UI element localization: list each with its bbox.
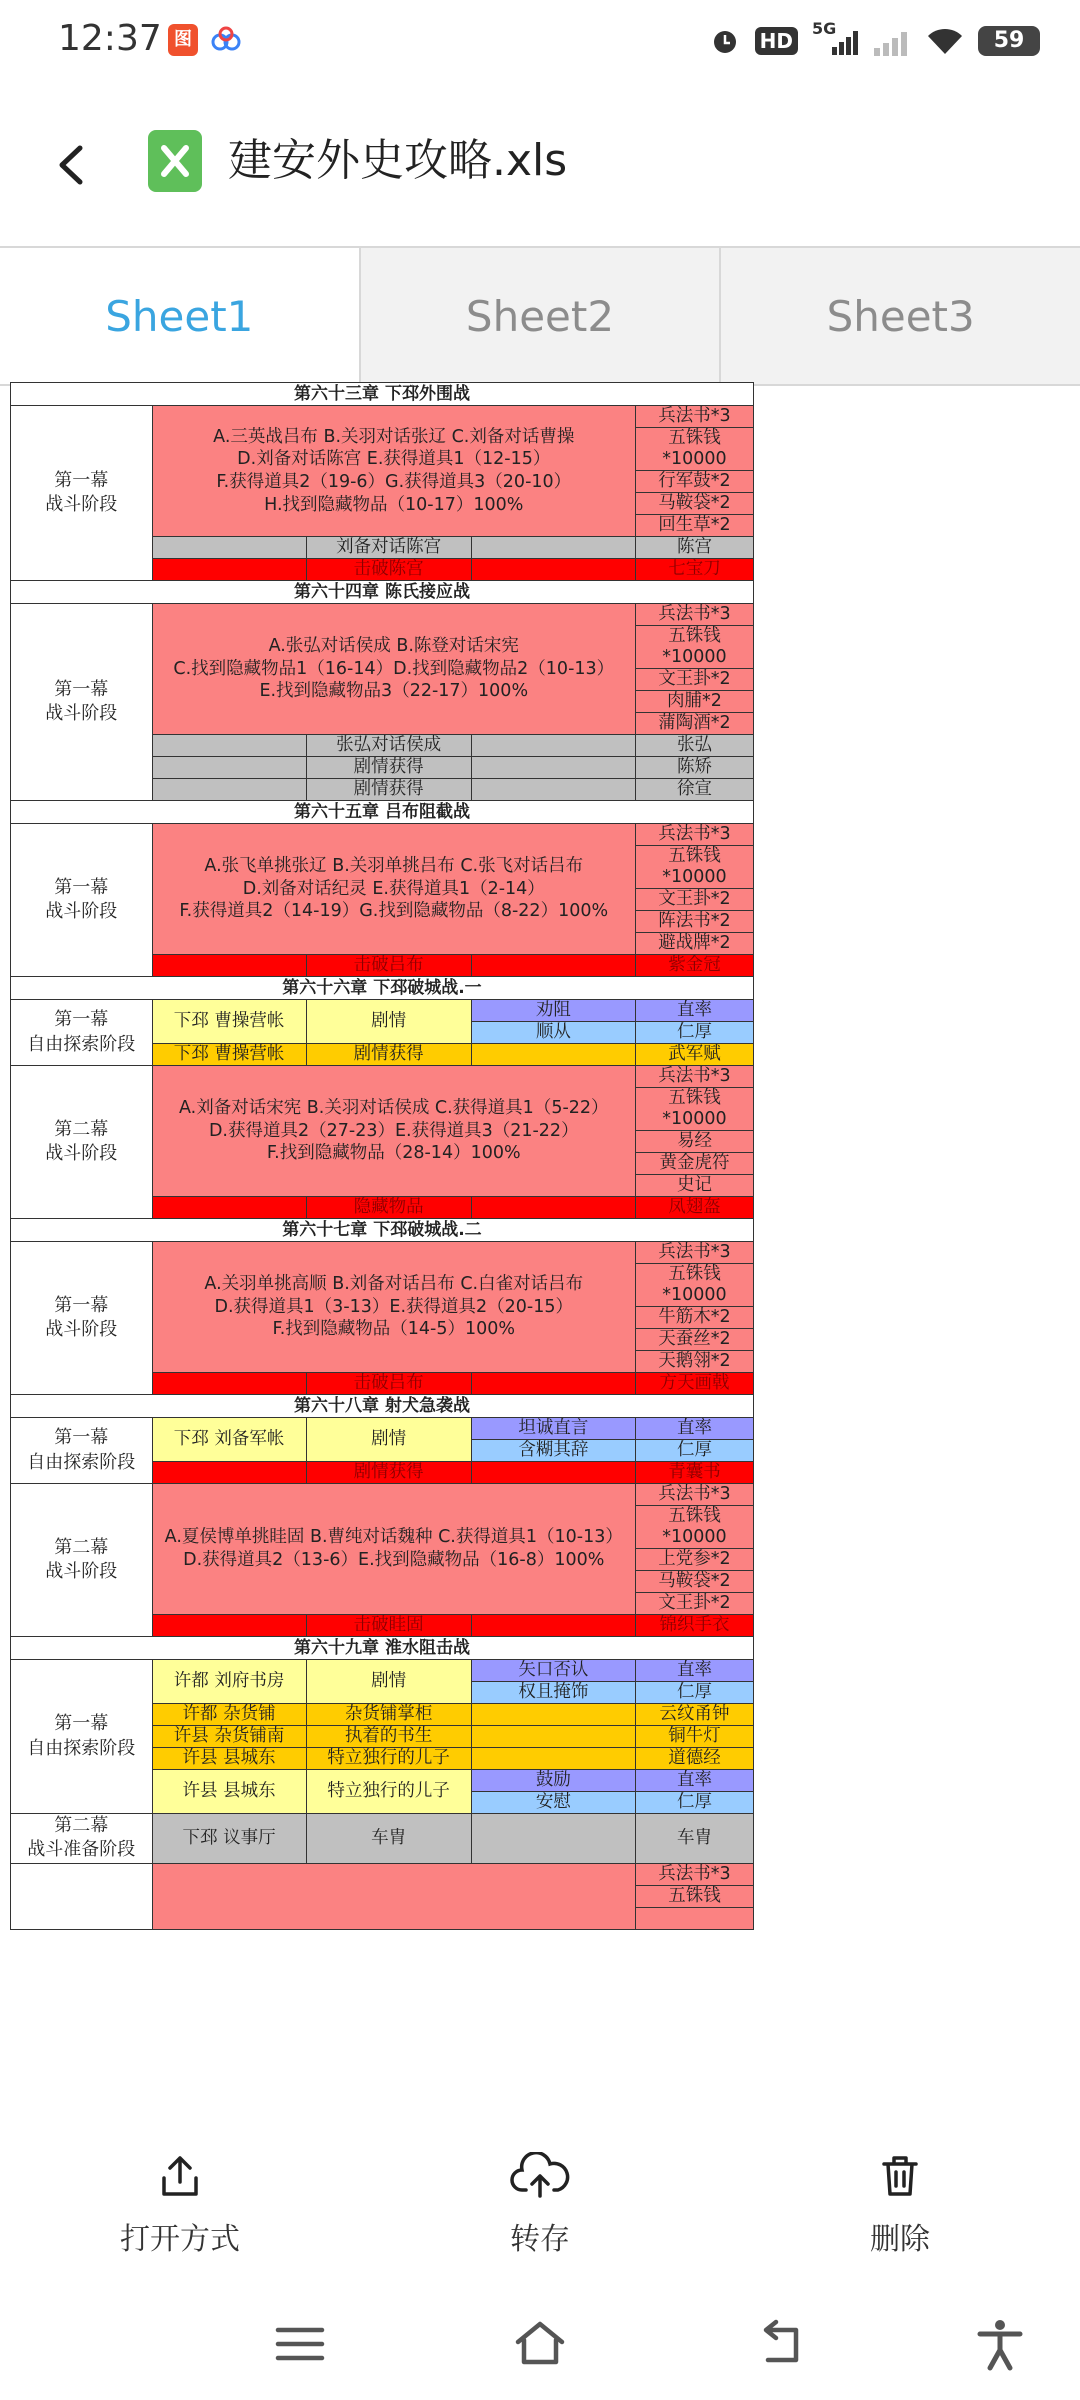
reward-cell: 五铢钱 (635, 1885, 753, 1907)
reward-cell: 凤翅盔 (635, 1197, 753, 1219)
reward-cell: 陈矫 (635, 757, 753, 779)
open-with-button[interactable] (80, 2152, 280, 2258)
event-cell: 剧情获得 (306, 1462, 471, 1484)
tab-sheet1[interactable]: Sheet1 (0, 248, 359, 384)
reward-cell: 蒲陶酒*2 (635, 713, 753, 735)
reward-cell: 天蚕丝*2 (635, 1329, 753, 1351)
stage-cell: 第一幕 战斗阶段 (11, 1242, 153, 1395)
reward-cell: 阵法书*2 (635, 911, 753, 933)
reward-cell: 陈宫 (635, 537, 753, 559)
reward-cell: 肉脯*2 (635, 691, 753, 713)
stage-cell: 第一幕 自由探索阶段 (11, 1000, 153, 1066)
signal-weak-icon (872, 26, 912, 56)
hd-icon: HD (755, 27, 798, 55)
event-cell: 杂货铺掌柜 (306, 1704, 471, 1726)
reward-cell: 七宝刀 (635, 559, 753, 581)
file-title: 建安外史攻略.xls (228, 135, 568, 186)
delete-button[interactable] (800, 2152, 1000, 2258)
event-cell: 隐藏物品 (306, 1197, 471, 1219)
event-cell: 剧情 (306, 1660, 471, 1704)
event-cell: 击破吕布 (306, 1373, 471, 1395)
reward-cell: 紫金冠 (635, 955, 753, 977)
reward-cell: 直率 (635, 1660, 753, 1682)
choice-cell: 矢口否认 (471, 1660, 635, 1682)
reward-cell: 五铢钱 *10000 (635, 1088, 753, 1131)
reward-cell: 易经 (635, 1131, 753, 1153)
objectives-cell: A.三英战吕布 B.关羽对话张辽 C.刘备对话曹操 D.刘备对话陈宫 E.获得道具1（12-15） F.获得道具2（19-6）G.获得道具3（20-10） H.找到隐藏物品（10-17）100% (152, 406, 635, 537)
reward-cell: 张弘 (635, 735, 753, 757)
reward-cell: 天鹅翎*2 (635, 1351, 753, 1373)
stage-cell: 第一幕 战斗阶段 (11, 406, 153, 581)
reward-cell: 徐宣 (635, 779, 753, 801)
reward-cell: 五铢钱 *10000 (635, 846, 753, 889)
chapter-title: 第六十七章 下邳破城战.二 (11, 1219, 754, 1242)
reward-cell: 兵法书*3 (635, 1484, 753, 1506)
choice-cell: 劝阻 (471, 1000, 635, 1022)
share-icon (156, 2152, 204, 2200)
reward-cell: 牛筋木*2 (635, 1307, 753, 1329)
reward-cell: 五铢钱 *10000 (635, 1506, 753, 1549)
event-cell: 剧情获得 (306, 757, 471, 779)
reward-cell: 兵法书*3 (635, 824, 753, 846)
event-cell: 特立独行的儿子 (306, 1748, 471, 1770)
event-cell: 剧情获得 (306, 1044, 471, 1066)
event-cell: 特立独行的儿子 (306, 1770, 471, 1814)
location-cell: 许都 杂货铺 (152, 1704, 306, 1726)
status-icons (709, 20, 1040, 62)
reward-cell: 兵法书*3 (635, 1863, 753, 1885)
cloud-app-icon (210, 24, 242, 56)
event-cell: 刘备对话陈宫 (306, 537, 471, 559)
objectives-cell: A.张飞单挑张辽 B.关羽单挑吕布 C.张飞对话吕布 D.刘备对话纪灵 E.获得道具1（2-14） F.获得道具2（14-19）G.找到隐藏物品（8-22）100% (152, 824, 635, 955)
stage-cell: 第一幕 自由探索阶段 (11, 1418, 153, 1484)
reward-cell: 兵法书*3 (635, 604, 753, 626)
reward-cell: 道德经 (635, 1748, 753, 1770)
choice-cell: 安慰 (471, 1792, 635, 1814)
location-cell: 下邳 曹操营帐 (152, 1000, 306, 1044)
chapter-title: 第六十八章 射犬急袭战 (11, 1395, 754, 1418)
spreadsheet-view[interactable] (10, 382, 754, 2112)
stage-cell: 第一幕 自由探索阶段 (11, 1660, 153, 1814)
reward-cell: 兵法书*3 (635, 406, 753, 428)
back-arrow-icon[interactable] (50, 142, 96, 188)
event-cell: 剧情 (306, 1000, 471, 1044)
location-cell: 下邳 议事厅 (152, 1814, 306, 1864)
choice-cell: 权且掩饰 (471, 1682, 635, 1704)
reward-cell: 马鞍袋*2 (635, 1571, 753, 1593)
accessibility-icon[interactable] (972, 2316, 1028, 2372)
reward-cell: 五铢钱 *10000 (635, 1264, 753, 1307)
reward-cell: 直率 (635, 1418, 753, 1440)
stage-cell: 第二幕 战斗准备阶段 (11, 1814, 153, 1864)
event-cell: 剧情获得 (306, 779, 471, 801)
event-cell: 张弘对话侯成 (306, 735, 471, 757)
reward-cell: 史记 (635, 1175, 753, 1197)
reward-cell: 方天画戟 (635, 1373, 753, 1395)
reward-cell: 文王卦*2 (635, 889, 753, 911)
reward-cell: 上党参*2 (635, 1549, 753, 1571)
chapter-title: 第六十三章 下邳外围战 (11, 383, 754, 406)
objectives-cell: A.夏侯博单挑眭固 B.曹纯对话魏种 C.获得道具1（10-13） D.获得道具2（13-6）E.找到隐藏物品（16-8）100% (152, 1484, 635, 1615)
objectives-cell: A.关羽单挑高顺 B.刘备对话吕布 C.白雀对话吕布 D.获得道具1（3-13）E.获得道具2（20-15） F.找到隐藏物品（14-5）100% (152, 1242, 635, 1373)
event-cell: 击破眭固 (306, 1615, 471, 1637)
save-to-button[interactable] (440, 2152, 640, 2258)
reward-cell: 五铢钱 *10000 (635, 428, 753, 471)
reward-cell: 直率 (635, 1770, 753, 1792)
stage-cell: 第二幕 战斗阶段 (11, 1066, 153, 1219)
stage-cell: 第二幕 战斗阶段 (11, 1484, 153, 1637)
app-header (0, 100, 1080, 230)
reward-cell: 五铢钱 *10000 (635, 626, 753, 669)
status-time: 12:37 (58, 18, 162, 59)
tab-sheet2[interactable]: Sheet2 (359, 248, 720, 384)
battery-icon: 59 (978, 26, 1040, 56)
location-cell: 下邳 曹操营帐 (152, 1044, 306, 1066)
objectives-cell: A.张弘对话侯成 B.陈登对话宋宪 C.找到隐藏物品1（16-14）D.找到隐藏物品2（10-13） E.找到隐藏物品3（22-17）100% (152, 604, 635, 735)
reward-cell: 青囊书 (635, 1462, 753, 1484)
reward-cell: 铜牛灯 (635, 1726, 753, 1748)
event-cell: 击破吕布 (306, 955, 471, 977)
signal-icon: 5G (812, 25, 858, 57)
bottom-action-bar (0, 2112, 1080, 2280)
trash-icon (876, 2152, 924, 2200)
choice-cell: 坦诚直言 (471, 1418, 635, 1440)
chapter-title: 第六十九章 淮水阻击战 (11, 1637, 754, 1660)
event-cell: 剧情 (306, 1418, 471, 1462)
reward-cell: 文王卦*2 (635, 669, 753, 691)
wifi-icon (926, 26, 964, 56)
location-cell: 许县 县城东 (152, 1748, 306, 1770)
reward-cell: 仁厚 (635, 1792, 753, 1814)
open-with-label: 打开方式 (120, 2222, 240, 2257)
reward-cell: 武军赋 (635, 1044, 753, 1066)
reward-cell: 避战牌*2 (635, 933, 753, 955)
chapter-title: 第六十四章 陈氏接应战 (11, 581, 754, 604)
stage-cell: 第一幕 战斗阶段 (11, 604, 153, 801)
tab-sheet3[interactable]: Sheet3 (719, 248, 1080, 384)
excel-file-icon (148, 130, 202, 192)
reward-cell: 仁厚 (635, 1022, 753, 1044)
status-bar (0, 0, 1080, 84)
reward-cell: 黄金虎符 (635, 1153, 753, 1175)
event-cell: 执着的书生 (306, 1726, 471, 1748)
reward-cell: 兵法书*3 (635, 1066, 753, 1088)
reward-cell: 文王卦*2 (635, 1593, 753, 1615)
choice-cell: 鼓励 (471, 1770, 635, 1792)
reward-cell: 云纹甬钟 (635, 1704, 753, 1726)
reward-cell: 车胄 (635, 1814, 753, 1864)
home-icon[interactable] (512, 2316, 568, 2372)
alarm-icon (709, 25, 741, 57)
chapter-title: 第六十六章 下邳破城战.一 (11, 977, 754, 1000)
reward-cell: 仁厚 (635, 1682, 753, 1704)
system-nav-bar (0, 2280, 1080, 2400)
back-icon[interactable] (752, 2316, 808, 2372)
location-cell: 许县 县城东 (152, 1770, 306, 1814)
choice-cell: 顺从 (471, 1022, 635, 1044)
reward-cell: 回生草*2 (635, 515, 753, 537)
delete-label: 删除 (870, 2222, 930, 2257)
reward-cell: 锦织手衣 (635, 1615, 753, 1637)
choice-cell: 含糊其辞 (471, 1440, 635, 1462)
app-notification-icon: 图 (168, 24, 198, 56)
location-cell: 许都 刘府书房 (152, 1660, 306, 1704)
event-cell: 车胄 (306, 1814, 471, 1864)
cloud-upload-icon (510, 2152, 570, 2200)
sheet-tabs (0, 246, 1080, 386)
location-cell: 许县 杂货铺南 (152, 1726, 306, 1748)
reward-cell: 直率 (635, 1000, 753, 1022)
spreadsheet-table (10, 382, 754, 1930)
save-to-label: 转存 (510, 2222, 570, 2257)
reward-cell: 兵法书*3 (635, 1242, 753, 1264)
menu-icon[interactable] (272, 2316, 328, 2372)
objectives-cell: A.刘备对话宋宪 B.关羽对话侯成 C.获得道具1（5-22） D.获得道具2（27-23）E.获得道具3（21-22） F.找到隐藏物品（28-14）100% (152, 1066, 635, 1197)
chapter-title: 第六十五章 吕布阻截战 (11, 801, 754, 824)
location-cell: 下邳 刘备军帐 (152, 1418, 306, 1462)
reward-cell: 行军鼓*2 (635, 471, 753, 493)
event-cell: 击破陈宫 (306, 559, 471, 581)
reward-cell: 仁厚 (635, 1440, 753, 1462)
reward-cell: 马鞍袋*2 (635, 493, 753, 515)
stage-cell: 第一幕 战斗阶段 (11, 824, 153, 977)
